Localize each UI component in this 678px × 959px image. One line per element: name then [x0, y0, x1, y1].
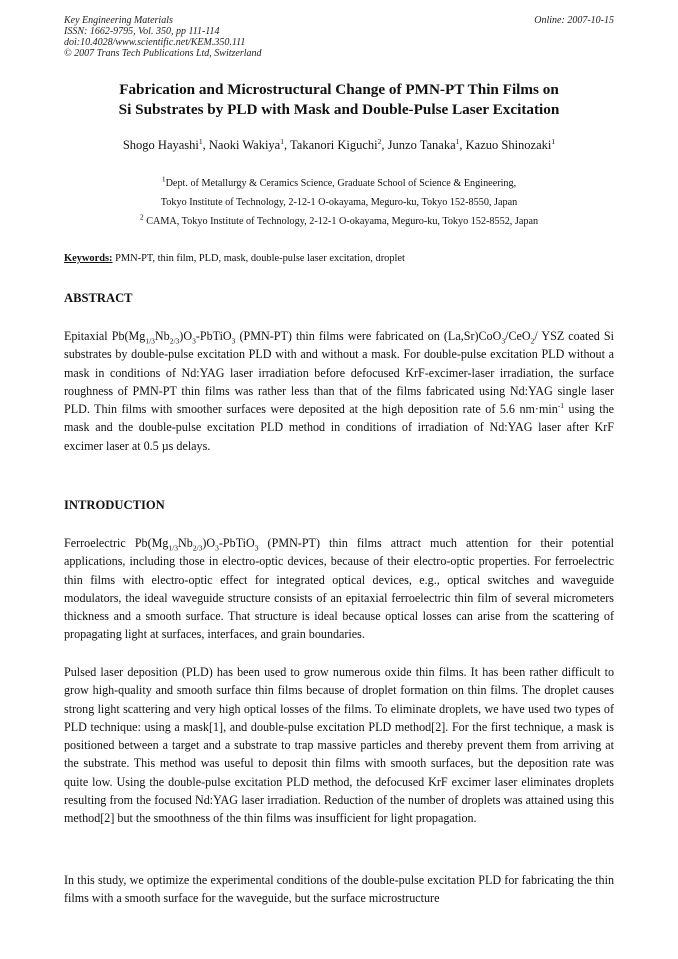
author-name: Takanori Kiguchi [290, 138, 378, 152]
paper-title [40, 80, 638, 120]
author-name: Naoki Wakiya [208, 138, 281, 152]
author-list: Shogo Hayashi$^1$, Naoki Wakiya$^1$, Takanori Kiguchi$^2$, Junzo Tanaka$^1$, Kazuo Shinozaki$^1$ [122, 136, 556, 152]
author-name: Shogo Hayashi [122, 138, 199, 152]
author-name: Kazuo Shinozaki [465, 138, 552, 152]
keywords [64, 253, 624, 264]
journal-header [64, 15, 262, 59]
online-date: Online: 2007-10-15 [534, 15, 614, 26]
author-affil-sup: 1 [198, 136, 203, 146]
affiliation-1-line-2: Tokyo Institute of Technology, 2-12-1 O-okayama, Meguro-ku, Tokyo 152-8550, Japan [160, 197, 518, 208]
keywords-text: PMN-PT, thin film, PLD, mask, double-pulse laser excitation, droplet [115, 253, 405, 264]
journal-name: Key Engineering Materials [64, 15, 173, 26]
intro-paragraph-1: Ferroelectric $Pb(Mg_{1/3}Nb_{2/3})O_3-PbTiO_3$ (PMN-PT) thin films attract much attention for their potential applications, including those in electro-optic devices, because of their electro-optic properties. For ferroelectric thin films with electro-optic effect for integrated optical devices, e.g., optical switches and waveguide modulators, the ideal waveguide structure consists of an epitaxial ferroelectric thin film of several micrometers thickness and a smooth surface. That structure is ideal because optical losses can arise from the scattering of propagating light at surfaces, interfaces, and grain boundaries. [64, 536, 614, 642]
title-line-1: Fabrication and Microstructural Change of PMN-PT Thin Films on [119, 81, 559, 98]
introduction-heading: INTRODUCTION [64, 498, 165, 512]
affiliation-2 [40, 212, 638, 227]
author-affil-sup: 1 [455, 136, 460, 146]
author-name: Junzo Tanaka [387, 138, 456, 152]
affil-text: Dept. of Metallurgy & Ceramics Science, Graduate School of Science & Engineering, [165, 178, 517, 189]
journal-issn: ISSN: 1662-9795, Vol. 350, pp 111-114 [64, 26, 220, 37]
affil-sup: 2 [139, 212, 144, 222]
journal-copyright: © 2007 Trans Tech Publications Ltd, Switzerland [64, 48, 262, 59]
affil-sup: 1 [161, 174, 166, 184]
author-affil-sup: 1 [280, 136, 284, 146]
keywords-label: Keywords: [64, 253, 113, 264]
affiliation-1-line-1 [40, 174, 638, 189]
journal-doi: doi:10.4028/www.scientific.net/KEM.350.111 [64, 37, 246, 48]
affil-text: CAMA, Tokyo Institute of Technology, 2-12-1 O-okayama, Meguro-ku, Tokyo 152-8552, Japan [146, 216, 539, 227]
intro-paragraph-3: In this study, we optimize the experimental conditions of the double-pulse excitation PLD for fabricating the thin films with a smooth surface for the waveguide, but the surface microstructure [64, 873, 614, 906]
abstract-paragraph: Epitaxial $Pb(Mg_{1/3}Nb_{2/3})O_3-PbTiO_3$ (PMN-PT) thin films were fabricated on (La,Sr)CoO$_3$/CeO$_2$/ YSZ coated Si substrates by double-pulse excitation PLD with and without a mask. For double-pulse excitation PLD without a mask in conditions of Nd:YAG laser irradiation before defocused KrF-excimer-laser irradiation, the surface roughness of PMN-PT thin films was rather less than that of the films fabricated using Nd:YAG single laser PLD. Thin films with smoother surfaces were deposited at the high deposition rate of 5.6 $nm\cdot\min^{-1}$ using the mask and the double-pulse excitation PLD method in conditions of irradiation of Nd:YAG laser after KrF excimer laser at 0.5 µs delays. [64, 329, 615, 453]
author-affil-sup: 1 [551, 136, 556, 146]
title-line-2: Si Substrates by PLD with Mask and Double-Pulse Laser Excitation [118, 101, 560, 118]
abstract-heading: ABSTRACT [64, 291, 133, 305]
intro-paragraph-2: Pulsed laser deposition (PLD) has been used to grow numerous oxide thin films. It has been rather difficult to grow high-quality and smooth surface thin films because of droplet formation on thin films. The droplet causes strong light scattering and very high optical losses of the films. To eliminate droplets, we have used two types of PLD technique: using a mask[1], and double-pulse excitation PLD method[2]. For the first technique, a mask is positioned between a target and a substrate to trap massive particles and thereby prevent them from arriving at the substrate. This method was useful to deposit thin films with smooth surfaces, but the deposition rate was quite low. Using the double-pulse excitation PLD method, the defocused KrF excimer laser eliminates droplets resulting from the focused Nd:YAG laser irradiation. Reduction of the number of droplets was attained using this method[2] but the smoothness of the thin films was insufficient for light propagation. [64, 665, 614, 826]
author-affil-sup: 2 [377, 136, 382, 146]
